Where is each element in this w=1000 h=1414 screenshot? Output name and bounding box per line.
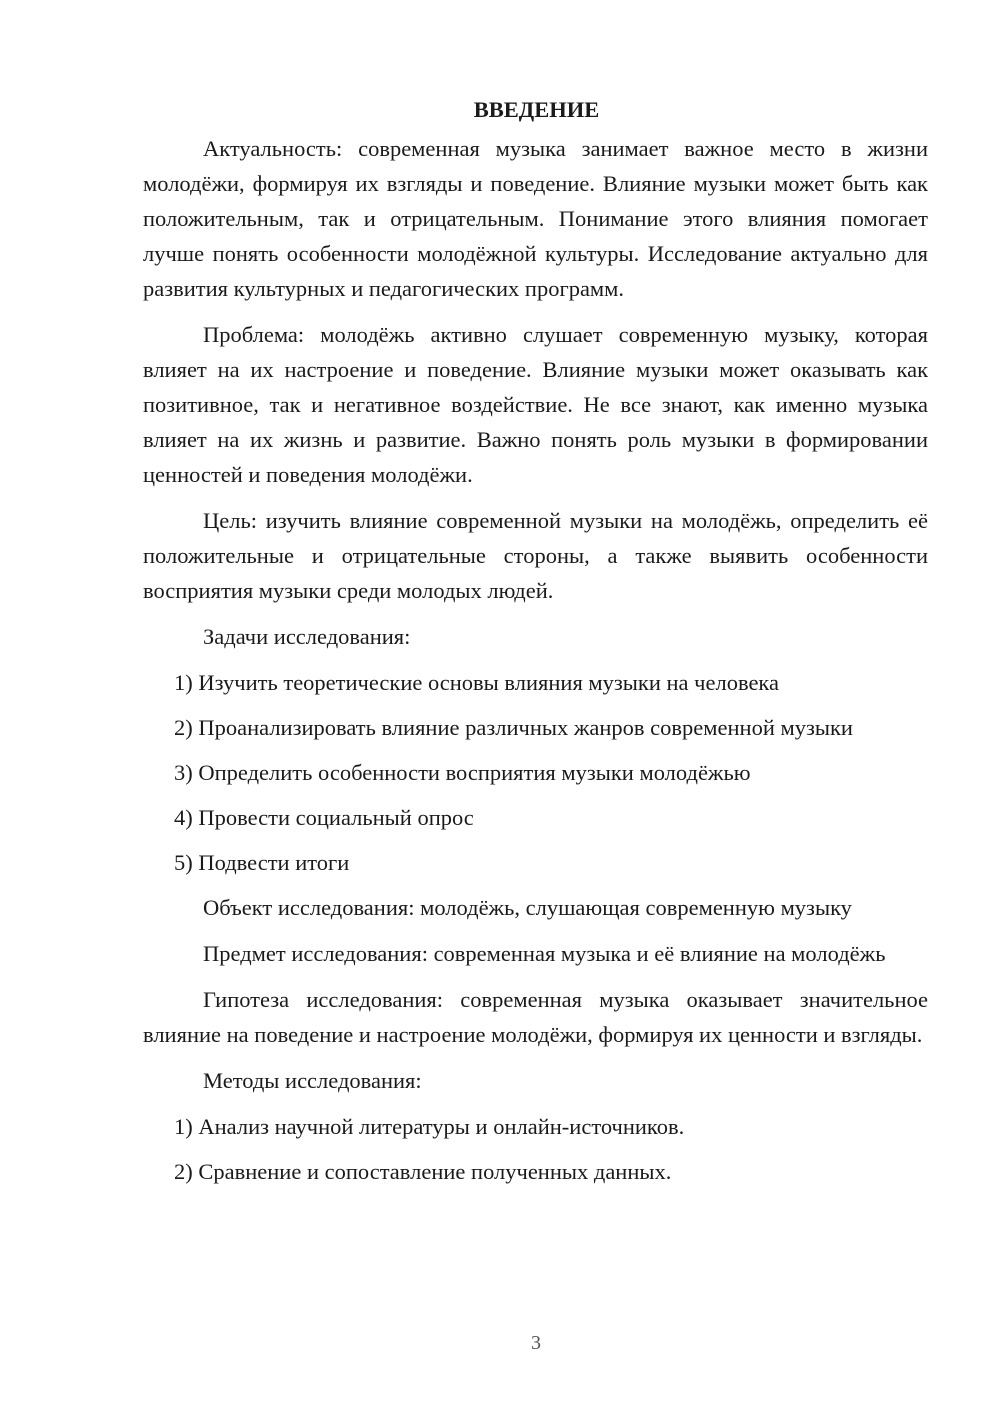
goal-paragraph: Цель: изучить влияние современной музыки на молодёжь, определить её положительные и отрицательные стороны, а также выявить особенности восприятия музыки среди молодых людей. [143, 508, 928, 603]
list-item: 5) Подвести итоги [174, 850, 350, 875]
methods-list [143, 1109, 928, 1189]
tasks-heading: Задачи исследования: [203, 624, 411, 649]
page-content [143, 95, 928, 1199]
methods-heading: Методы исследования: [203, 1068, 422, 1093]
list-item: 3) Определить особенности восприятия музыки молодёжью [174, 760, 751, 785]
list-item: 4) Провести социальный опрос [174, 805, 474, 830]
object-paragraph: Объект исследования: молодёжь, слушающая современную музыку [203, 895, 852, 920]
list-item: 1) Изучить теоретические основы влияния музыки на человека [174, 670, 780, 695]
problem-paragraph: Проблема: молодёжь активно слушает современную музыку, которая влияет на их настроение и поведение. Влияние музыки может оказывать как позитивное, так и негативное воздействие. Не все знают, как именно музыка влияет на их жизнь и развитие. Важно понять роль музыки в формировании ценностей и поведения молодёжи. [143, 322, 928, 487]
relevance-paragraph: Актуальность: современная музыка занимает важное место в жизни молодёжи, формируя их взгляды и поведение. Влияние музыки может быть как положительным, так и отрицательным. Понимание этого влияния помогает лучше понять особенности молодёжной культуры. Исследование актуально для развития культурных и педагогических программ. [143, 136, 928, 301]
page-number: 3 [531, 1332, 541, 1354]
page-title: ВВЕДЕНИЕ [473, 97, 600, 122]
list-item: 2) Проанализировать влияние различных жанров современной музыки [174, 715, 853, 740]
list-item: 1) Анализ научной литературы и онлайн-источников. [174, 1114, 685, 1139]
list-item: 2) Сравнение и сопоставление полученных данных. [174, 1159, 672, 1184]
subject-paragraph: Предмет исследования: современная музыка и её влияние на молодёжь [203, 941, 886, 966]
tasks-list [143, 665, 928, 880]
hypothesis-paragraph: Гипотеза исследования: современная музыка оказывает значительное влияние на поведение и настроение молодёжи, формируя их ценности и взгляды. [143, 987, 928, 1047]
